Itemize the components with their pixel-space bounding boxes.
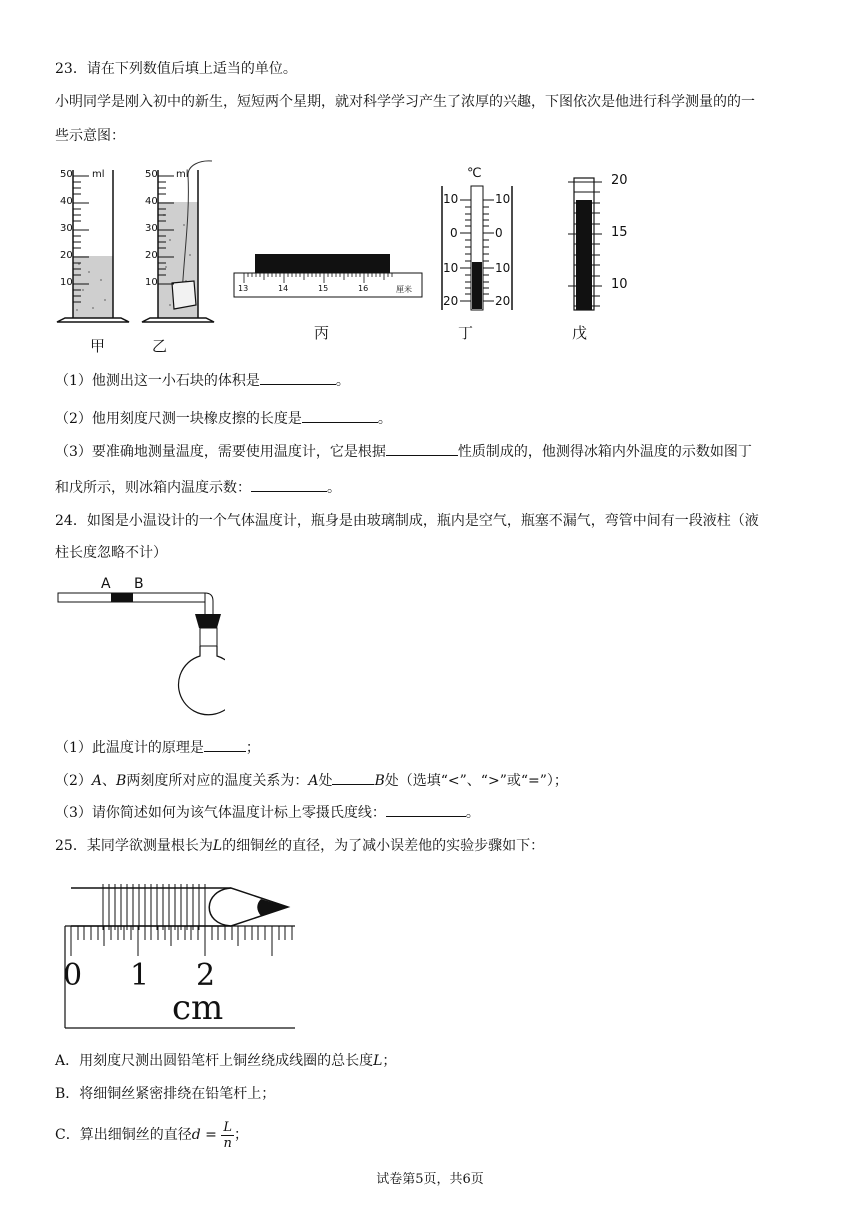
fig-label-bing: 丙 — [314, 324, 330, 342]
ruler-tick-15: 15 — [318, 284, 329, 293]
q25-title: 25．某同学欲测量根长为L的细铜丝的直径，为了减小误差他的实验步骤如下： — [55, 838, 545, 854]
answer-blank-volume[interactable] — [260, 370, 336, 385]
gas-thermometer-figure — [55, 588, 225, 723]
label-a: A — [101, 576, 111, 592]
ruler2-label-0: 0 — [63, 958, 83, 993]
q24-sub3: （3）请你简述如何为该气体温度计标上零摄氏度线： 。 — [55, 802, 480, 823]
therm-unit: ℃ — [467, 166, 482, 181]
q25-step-b: B．将细铜丝紧密排绕在铅笔杆上； — [55, 1086, 276, 1102]
therm-right-tick-neg10: 10 — [495, 261, 511, 275]
cyl2-tick-30: 30 — [145, 223, 158, 234]
q25-step-c: C．算出细铜丝的直径d = $\frac{L}{n}$ ； — [55, 1119, 248, 1151]
therm-right-tick-0: 0 — [495, 226, 503, 240]
answer-blank-length[interactable] — [302, 408, 378, 423]
q23-sub3-line2: 和戊所示，则冰箱内温度示数： 。 — [55, 477, 341, 498]
therm-left-tick-neg10: 10 — [443, 261, 459, 275]
q24-title-line2: 柱长度忽略不计） — [55, 545, 167, 561]
fig-label-ding: 丁 — [458, 324, 474, 342]
cylinder-yi-figure — [140, 155, 230, 330]
ruler2-label-2: 2 — [196, 958, 216, 993]
q23-sub2: （2）他用刻度尺测一块橡皮擦的长度是 。 — [55, 408, 392, 429]
q24-sub2: （2）A、B两刻度所对应的温度关系为：A处 B处（选填“<”、“>”或“=”）； — [55, 770, 568, 791]
fig-label-yi: 乙 — [152, 337, 168, 355]
thermometer-wu-figure — [560, 172, 610, 314]
cyl-unit: ml — [92, 169, 105, 180]
ruler2-unit: cm — [172, 988, 224, 1028]
q24-sub1: （1）此温度计的原理是 ； — [55, 737, 260, 758]
cyl-tick-30: 30 — [60, 223, 73, 234]
cyl2-unit: ml — [176, 169, 189, 180]
label-b: B — [134, 576, 144, 592]
cyl2-tick-50: 50 — [145, 169, 158, 180]
ruler2-label-1: 1 — [130, 958, 150, 993]
answer-blank-fridge-temp[interactable] — [251, 477, 327, 492]
q23-sub3: （3）要准确地测量温度，需要使用温度计，它是根据 性质制成的，他测得冰箱内外温度的示数如图丁 — [55, 441, 752, 462]
fig-label-jia: 甲 — [90, 337, 106, 355]
q23-sub1: （1）他测出这一小石块的体积是 。 — [55, 370, 350, 391]
ruler-unit: 厘米 — [396, 285, 412, 294]
fig-label-wu: 戊 — [572, 324, 588, 342]
fraction-l-over-n: $\frac{L}{n}$ — [223, 1119, 232, 1151]
cyl2-tick-20: 20 — [145, 250, 158, 261]
therm-left-tick-0: 0 — [450, 226, 458, 240]
therm2-tick-10: 10 — [611, 277, 628, 292]
cyl-tick-10: 10 — [60, 277, 73, 288]
therm2-tick-20: 20 — [611, 173, 628, 188]
therm-right-tick-neg20: 20 — [495, 294, 511, 308]
q24-title-line1: 24．如图是小温设计的一个气体温度计，瓶身是由玻璃制成，瓶内是空气，瓶塞不漏气，弯管中间有一段液柱（液 — [55, 513, 759, 529]
ruler-tick-16: 16 — [358, 284, 369, 293]
answer-blank-comparison[interactable] — [332, 770, 374, 785]
therm2-tick-15: 15 — [611, 225, 628, 240]
cyl2-tick-10: 10 — [145, 277, 158, 288]
cyl-tick-40: 40 — [60, 196, 73, 207]
answer-blank-property[interactable] — [386, 441, 458, 456]
answer-blank-zero-mark[interactable] — [386, 802, 466, 817]
cyl-tick-50: 50 — [60, 169, 73, 180]
ruler-tick-14: 14 — [278, 284, 289, 293]
page-footer: 试卷第5页，共6页 — [376, 1172, 484, 1187]
cyl2-tick-40: 40 — [145, 196, 158, 207]
therm-left-tick-10: 10 — [443, 192, 459, 206]
q23-title: 23．请在下列数值后填上适当的单位。 — [55, 61, 297, 77]
q23-intro-line2: 些示意图： — [55, 128, 125, 144]
therm-left-tick-neg20: 20 — [443, 294, 459, 308]
q25-step-a: A．用刻度尺测出圆铅笔杆上铜丝绕成线圈的总长度L； — [55, 1053, 397, 1069]
cylinder-jia-figure — [55, 160, 145, 330]
q23-intro-line1: 小明同学是刚入初中的新生，短短两个星期，就对科学学习产生了浓厚的兴趣，下图依次是他进行科学测量的的一 — [55, 94, 755, 110]
answer-blank-principle[interactable] — [204, 737, 246, 752]
cyl-tick-20: 20 — [60, 250, 73, 261]
therm-right-tick-10: 10 — [495, 192, 511, 206]
ruler-tick-13: 13 — [238, 284, 249, 293]
